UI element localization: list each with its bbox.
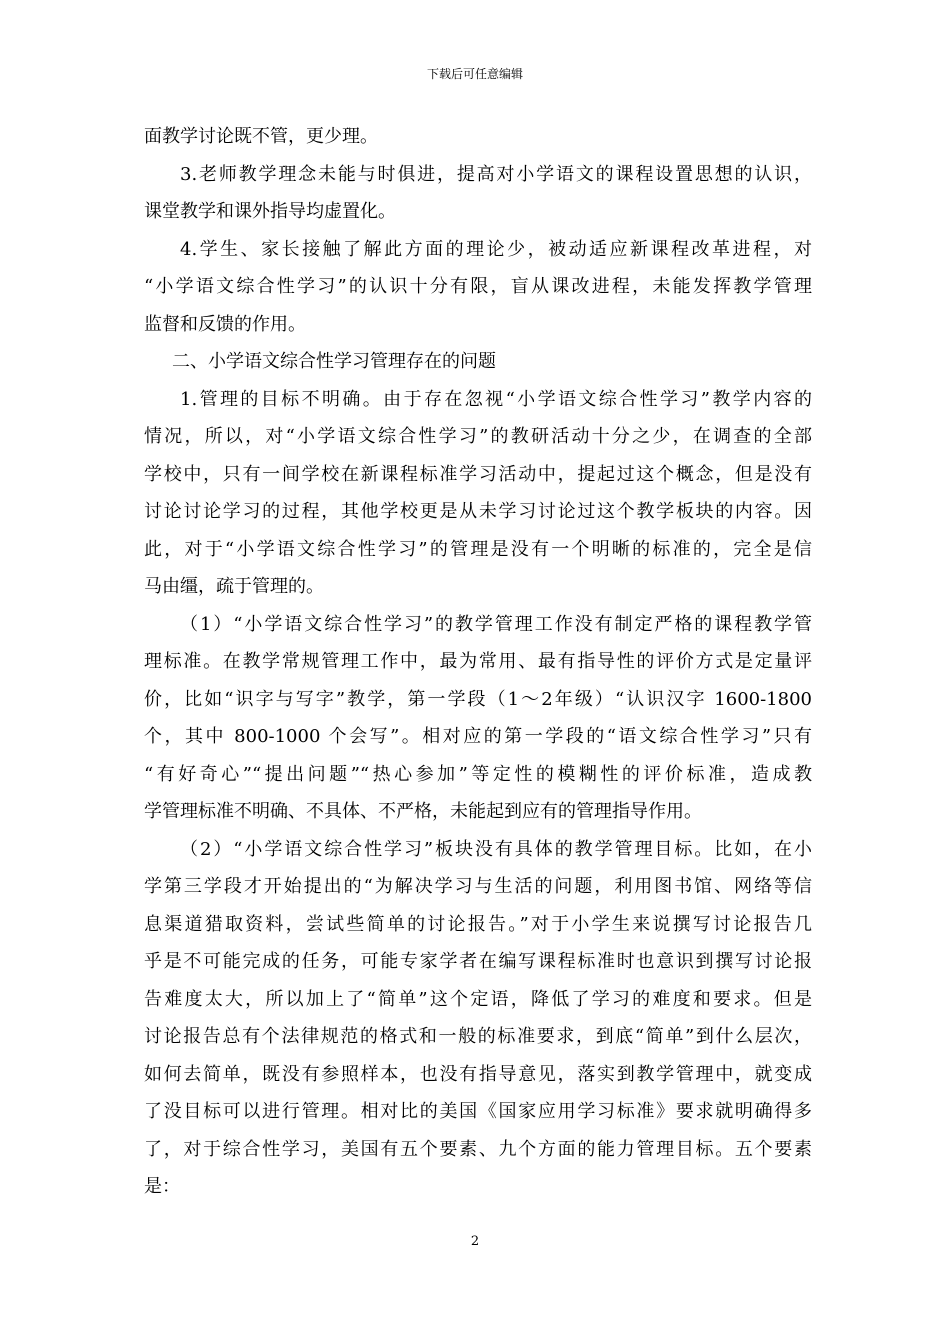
text-line: 个，其中 800-1000 个会写”。相对应的第一学段的“语文综合性学习”只有 [144, 726, 812, 747]
document-body [144, 118, 812, 1206]
text-line: （2）“小学语文综合性学习”板块没有具体的教学管理目标。比如，在小 [180, 838, 812, 860]
text-line: 1.管理的目标不明确。由于存在忽视“小学语文综合性学习”教学内容的 [180, 388, 812, 410]
text-line: 了，对于综合性学习，美国有五个要素、九个方面的能力管理目标。五个要素 [144, 1138, 812, 1160]
text-line: 4.学生、家长接触了解此方面的理论少，被动适应新课程改革进程，对 [180, 238, 812, 260]
page-header: 下载后可任意编辑 [426, 67, 523, 81]
text-line: 学管理标准不明确、不具体、不严格，未能起到应有的管理指导作用。 [144, 801, 702, 822]
text-line: 3.老师教学理念未能与时俱进，提高对小学语文的课程设置思想的认识， [180, 163, 812, 185]
text-line: 价，比如“识字与写字”教学，第一学段（1～2年级）“认识汉字 1600-1800 [144, 688, 812, 710]
text-line: 乎是不可能完成的任务，可能专家学者在编写课程标准时也意识到撰写讨论报 [144, 951, 812, 972]
text-line: 讨论讨论学习的过程，其他学校更是从未学习讨论过这个教学板块的内容。因 [144, 501, 812, 522]
text-line: “有好奇心”“提出问题”“热心参加”等定性的模糊性的评价标准，造成教 [144, 763, 812, 785]
text-line: 此，对于“小学语文综合性学习”的管理是没有一个明晰的标准的，完全是信 [144, 538, 812, 560]
text-line: 理标准。在教学常规管理工作中，最为常用、最有指导性的评价方式是定量评 [144, 651, 812, 672]
text-line: 面教学讨论既不管，更少理。 [144, 126, 378, 147]
text-line: 马由缰，疏于管理的。 [144, 576, 324, 597]
text-line: 是： [144, 1176, 180, 1197]
section-heading: 二、小学语文综合性学习管理存在的问题 [172, 351, 496, 372]
text-line: 息渠道猎取资料，尝试些简单的讨论报告。”对于小学生来说撰写讨论报告几 [144, 913, 812, 935]
text-line: 课堂教学和课外指导均虚置化。 [144, 201, 396, 222]
text-line: 如何去简单，既没有参照样本，也没有指导意见，落实到教学管理中，就变成 [144, 1063, 812, 1085]
text-line: “小学语文综合性学习”的认识十分有限，盲从课改进程，未能发挥教学管理 [144, 276, 812, 297]
text-line: 了没目标可以进行管理。相对比的美国《国家应用学习标准》要求就明确得多 [144, 1101, 812, 1122]
page-number: 2 [470, 1234, 480, 1249]
text-line: 学校中，只有一间学校在新课程标准学习活动中，提起过这个概念，但是没有 [144, 463, 812, 485]
text-line: 告难度太大，所以加上了“简单”这个定语，降低了学习的难度和要求。但是 [144, 988, 812, 1010]
text-line: 讨论报告总有个法律规范的格式和一般的标准要求，到底“简单”到什么层次， [144, 1026, 812, 1047]
text-line: 监督和反馈的作用。 [144, 313, 306, 335]
text-line: （1）“小学语文综合性学习”的教学管理工作没有制定严格的课程教学管 [180, 613, 812, 635]
text-line: 情况，所以，对“小学语文综合性学习”的教研活动十分之少，在调查的全部 [144, 426, 812, 447]
text-line: 学第三学段才开始提出的“为解决学习与生活的问题，利用图书馆、网络等信 [144, 876, 812, 897]
